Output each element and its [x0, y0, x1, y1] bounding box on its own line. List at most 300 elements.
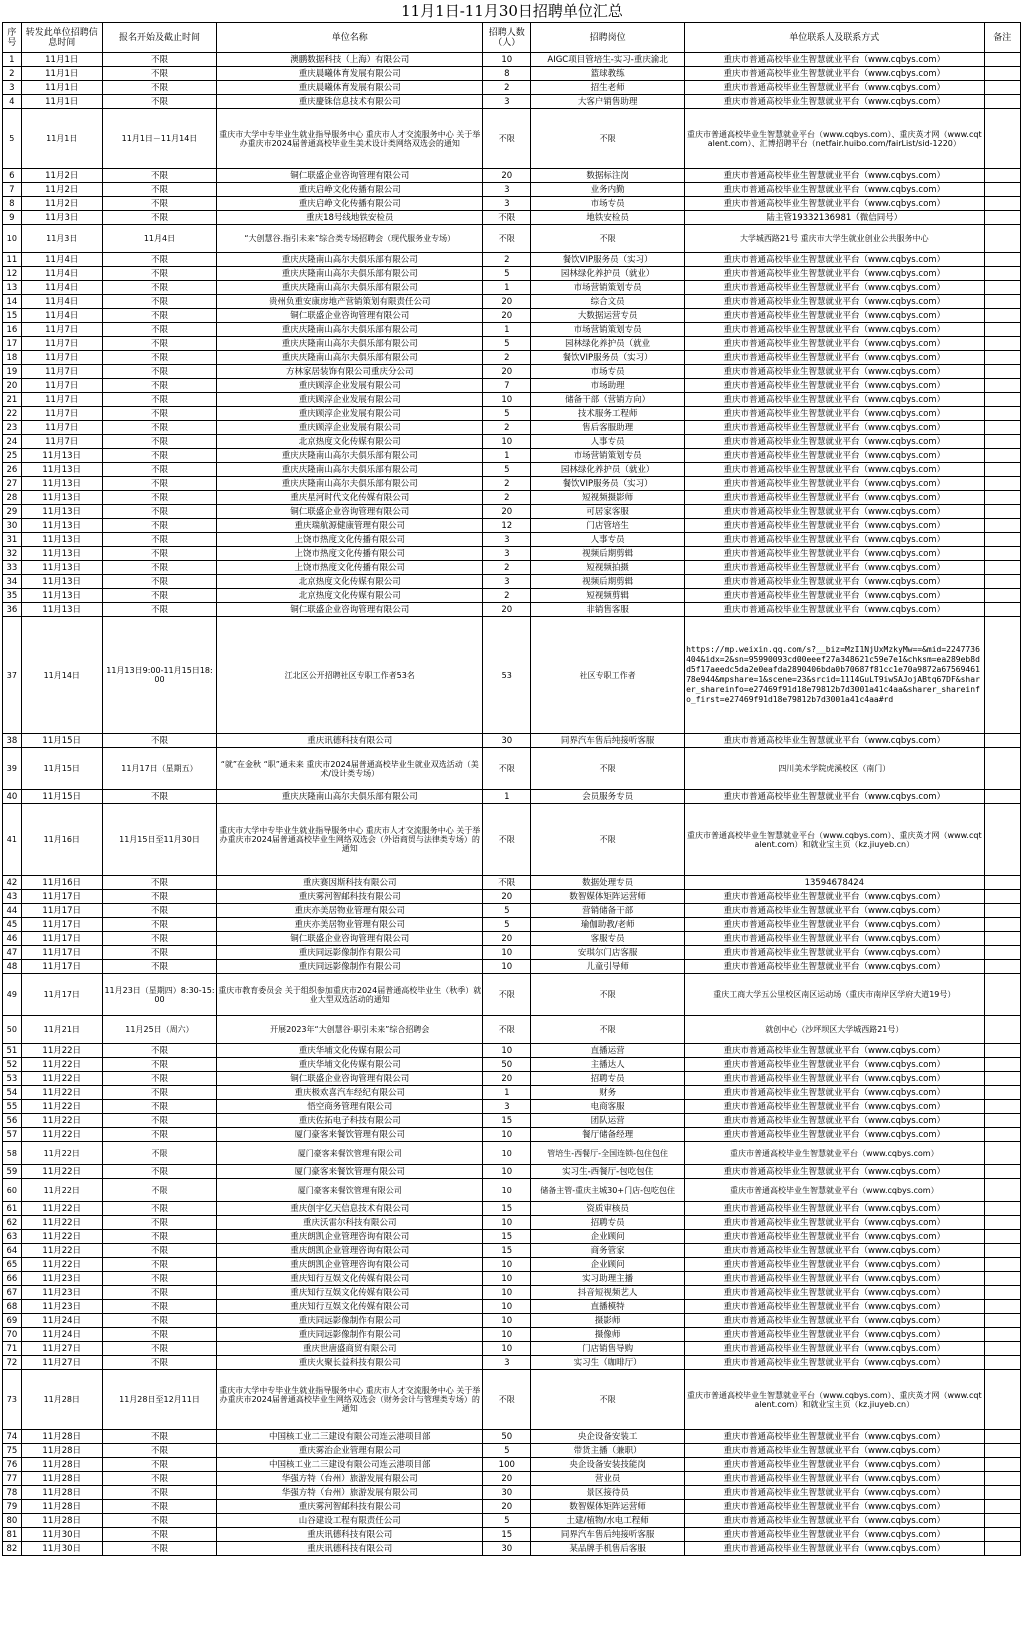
- row-number-cell: 48: [3, 960, 22, 974]
- table-row: [3, 463, 1021, 477]
- contact-cell: 重庆市普通高校毕业生智慧就业平台（www.cqbys.com）、重庆英才网（www.cqtalent.com）和就业宝主页（kz.jiuyeb.cn）: [685, 1370, 984, 1430]
- row-number-cell: 49: [3, 974, 22, 1016]
- post-date-cell: 11月30日: [21, 1528, 102, 1542]
- signup-period-cell: 11月28日至12月11日: [102, 1370, 216, 1430]
- table-row: [3, 1430, 1021, 1444]
- contact-cell: 重庆市普通高校毕业生智慧就业平台（www.cqbys.com）: [685, 519, 984, 533]
- position-cell: 门店销售导购: [531, 1342, 685, 1356]
- remarks-cell: [984, 281, 1020, 295]
- row-number-cell: 82: [3, 1542, 22, 1556]
- row-number-cell: 19: [3, 365, 22, 379]
- post-date-cell: 11月22日: [21, 1165, 102, 1179]
- post-date-cell: 11月7日: [21, 379, 102, 393]
- table-row: [3, 547, 1021, 561]
- post-date-cell: 11月13日: [21, 477, 102, 491]
- remarks-cell: [984, 575, 1020, 589]
- signup-period-cell: 11月4日: [102, 225, 216, 253]
- company-name-cell: 重庆雾治企业管理有限公司: [217, 1444, 483, 1458]
- table-row: [3, 790, 1021, 804]
- position-cell: 园林绿化养护员（就业: [531, 337, 685, 351]
- contact-cell: 重庆市普通高校毕业生智慧就业平台（www.cqbys.com）: [685, 603, 984, 617]
- signup-period-cell: 不限: [102, 1072, 216, 1086]
- headcount-cell: 10: [483, 946, 531, 960]
- contact-cell: 重庆市普通高校毕业生智慧就业平台（www.cqbys.com）: [685, 295, 984, 309]
- contact-cell: 重庆市普通高校毕业生智慧就业平台（www.cqbys.com）: [685, 1542, 984, 1556]
- contact-cell: 重庆工商大学五公里校区南区运动场（重庆市南岸区学府大道19号）: [685, 974, 984, 1016]
- position-cell: 餐厅储备经理: [531, 1128, 685, 1142]
- contact-cell: 重庆市普通高校毕业生智慧就业平台（www.cqbys.com）: [685, 1328, 984, 1342]
- signup-period-cell: 不限: [102, 337, 216, 351]
- table-row: [3, 169, 1021, 183]
- table-row: [3, 960, 1021, 974]
- row-number-cell: 27: [3, 477, 22, 491]
- headcount-cell: 30: [483, 1542, 531, 1556]
- remarks-cell: [984, 1444, 1020, 1458]
- contact-cell: 重庆市普通高校毕业生智慧就业平台（www.cqbys.com）: [685, 1202, 984, 1216]
- remarks-cell: [984, 946, 1020, 960]
- row-number-cell: 11: [3, 253, 22, 267]
- company-name-cell: 重庆火聚长益科技有限公司: [217, 1356, 483, 1370]
- post-date-cell: 11月2日: [21, 169, 102, 183]
- signup-period-cell: 不限: [102, 1528, 216, 1542]
- company-name-cell: 重庆知行互娱文化传媒有限公司: [217, 1300, 483, 1314]
- company-name-cell: 上饶市热度文化传播有限公司: [217, 533, 483, 547]
- signup-period-cell: 不限: [102, 1086, 216, 1100]
- contact-cell: 重庆市普通高校毕业生智慧就业平台（www.cqbys.com）: [685, 1244, 984, 1258]
- signup-period-cell: 不限: [102, 253, 216, 267]
- signup-period-cell: 不限: [102, 295, 216, 309]
- signup-period-cell: 不限: [102, 734, 216, 748]
- remarks-cell: [984, 804, 1020, 876]
- row-number-cell: 29: [3, 505, 22, 519]
- headcount-cell: 2: [483, 253, 531, 267]
- table-row: [3, 1142, 1021, 1165]
- remarks-cell: [984, 533, 1020, 547]
- signup-period-cell: 不限: [102, 365, 216, 379]
- position-cell: 园林绿化养护员（就业）: [531, 267, 685, 281]
- row-number-cell: 28: [3, 491, 22, 505]
- signup-period-cell: 不限: [102, 1342, 216, 1356]
- remarks-cell: [984, 337, 1020, 351]
- table-row: [3, 197, 1021, 211]
- contact-cell: 重庆市普通高校毕业生智慧就业平台（www.cqbys.com）: [685, 1286, 984, 1300]
- signup-period-cell: 不限: [102, 1486, 216, 1500]
- contact-cell: 重庆市普通高校毕业生智慧就业平台（www.cqbys.com）: [685, 1114, 984, 1128]
- row-number-cell: 26: [3, 463, 22, 477]
- post-date-cell: 11月28日: [21, 1472, 102, 1486]
- signup-period-cell: 不限: [102, 1286, 216, 1300]
- row-number-cell: 7: [3, 183, 22, 197]
- post-date-cell: 11月22日: [21, 1230, 102, 1244]
- headcount-cell: 2: [483, 477, 531, 491]
- row-number-cell: 25: [3, 449, 22, 463]
- row-number-cell: 8: [3, 197, 22, 211]
- position-cell: 客服专员: [531, 932, 685, 946]
- headcount-cell: 10: [483, 1216, 531, 1230]
- position-cell: 业务内勤: [531, 183, 685, 197]
- signup-period-cell: 不限: [102, 603, 216, 617]
- headcount-cell: 不限: [483, 109, 531, 169]
- contact-cell: 重庆市普通高校毕业生智慧就业平台（www.cqbys.com）: [685, 1342, 984, 1356]
- headcount-cell: 15: [483, 1230, 531, 1244]
- headcount-cell: 1: [483, 323, 531, 337]
- position-cell: 地铁安检员: [531, 211, 685, 225]
- position-cell: 摄像师: [531, 1328, 685, 1342]
- signup-period-cell: 11月15日至11月30日: [102, 804, 216, 876]
- table-row: [3, 1500, 1021, 1514]
- table-row: [3, 1202, 1021, 1216]
- position-cell: 同界汽车售后纯接听客服: [531, 1528, 685, 1542]
- remarks-cell: [984, 1430, 1020, 1444]
- position-cell: 财务: [531, 1086, 685, 1100]
- post-date-cell: 11月22日: [21, 1086, 102, 1100]
- post-date-cell: 11月13日: [21, 491, 102, 505]
- remarks-cell: [984, 365, 1020, 379]
- contact-cell: 重庆市普通高校毕业生智慧就业平台（www.cqbys.com）: [685, 379, 984, 393]
- contact-cell: 重庆市普通高校毕业生智慧就业平台（www.cqbys.com）: [685, 281, 984, 295]
- contact-cell: 重庆市普通高校毕业生智慧就业平台（www.cqbys.com）: [685, 351, 984, 365]
- headcount-cell: 不限: [483, 211, 531, 225]
- contact-cell: 重庆市普通高校毕业生智慧就业平台（www.cqbys.com）: [685, 946, 984, 960]
- company-name-cell: 重庆市教育委员会 关于组织参加重庆市2024届普通高校毕业生（秋季）就业大型双选活动的通知: [217, 974, 483, 1016]
- remarks-cell: [984, 890, 1020, 904]
- header-cell: 备注: [984, 23, 1020, 53]
- remarks-cell: [984, 183, 1020, 197]
- contact-cell: 重庆市普通高校毕业生智慧就业平台（www.cqbys.com）: [685, 1486, 984, 1500]
- position-cell: 不限: [531, 748, 685, 790]
- headcount-cell: 100: [483, 1458, 531, 1472]
- signup-period-cell: 不限: [102, 81, 216, 95]
- table-row: [3, 1114, 1021, 1128]
- row-number-cell: 16: [3, 323, 22, 337]
- signup-period-cell: 不限: [102, 211, 216, 225]
- signup-period-cell: 不限: [102, 1230, 216, 1244]
- signup-period-cell: 不限: [102, 946, 216, 960]
- position-cell: 视频后期剪辑: [531, 575, 685, 589]
- remarks-cell: [984, 561, 1020, 575]
- table-row: [3, 603, 1021, 617]
- company-name-cell: 铜仁联盛企业咨询管理有限公司: [217, 169, 483, 183]
- row-number-cell: 39: [3, 748, 22, 790]
- headcount-cell: 不限: [483, 748, 531, 790]
- remarks-cell: [984, 449, 1020, 463]
- post-date-cell: 11月7日: [21, 435, 102, 449]
- row-number-cell: 42: [3, 876, 22, 890]
- remarks-cell: [984, 309, 1020, 323]
- headcount-cell: 10: [483, 1300, 531, 1314]
- position-cell: 非销售客服: [531, 603, 685, 617]
- contact-cell: 重庆市普通高校毕业生智慧就业平台（www.cqbys.com）: [685, 407, 984, 421]
- position-cell: 数智媒体矩阵运营师: [531, 1500, 685, 1514]
- post-date-cell: 11月22日: [21, 1072, 102, 1086]
- row-number-cell: 5: [3, 109, 22, 169]
- remarks-cell: [984, 547, 1020, 561]
- table-row: [3, 1514, 1021, 1528]
- signup-period-cell: 不限: [102, 1044, 216, 1058]
- table-row: [3, 1016, 1021, 1044]
- company-name-cell: 华强方特（台州）旅游发展有限公司: [217, 1486, 483, 1500]
- contact-cell: 重庆市普通高校毕业生智慧就业平台（www.cqbys.com）: [685, 393, 984, 407]
- row-number-cell: 12: [3, 267, 22, 281]
- remarks-cell: [984, 904, 1020, 918]
- company-name-cell: 重庆顾淳企业发展有限公司: [217, 393, 483, 407]
- contact-cell: 重庆市普通高校毕业生智慧就业平台（www.cqbys.com）: [685, 1500, 984, 1514]
- position-cell: AIGC项目管培生-实习-重庆渝北: [531, 53, 685, 67]
- table-row: [3, 1286, 1021, 1300]
- contact-cell: 重庆市普通高校毕业生智慧就业平台（www.cqbys.com）: [685, 1444, 984, 1458]
- contact-cell: 重庆市普通高校毕业生智慧就业平台（www.cqbys.com）: [685, 932, 984, 946]
- contact-cell: 重庆市普通高校毕业生智慧就业平台（www.cqbys.com）: [685, 337, 984, 351]
- company-name-cell: 上饶市热度文化传播有限公司: [217, 561, 483, 575]
- signup-period-cell: 11月25日（周六）: [102, 1016, 216, 1044]
- signup-period-cell: 11月17日（星期五）: [102, 748, 216, 790]
- post-date-cell: 11月13日: [21, 561, 102, 575]
- post-date-cell: 11月13日: [21, 505, 102, 519]
- post-date-cell: 11月22日: [21, 1100, 102, 1114]
- post-date-cell: 11月2日: [21, 197, 102, 211]
- row-number-cell: 23: [3, 421, 22, 435]
- company-name-cell: 重庆极欢喜汽车经纪有限公司: [217, 1086, 483, 1100]
- headcount-cell: 1: [483, 1086, 531, 1100]
- remarks-cell: [984, 1244, 1020, 1258]
- headcount-cell: 50: [483, 1430, 531, 1444]
- row-number-cell: 17: [3, 337, 22, 351]
- post-date-cell: 11月4日: [21, 281, 102, 295]
- contact-cell: 重庆市普通高校毕业生智慧就业平台（www.cqbys.com）: [685, 81, 984, 95]
- signup-period-cell: 不限: [102, 1142, 216, 1165]
- signup-period-cell: 不限: [102, 53, 216, 67]
- table-row: [3, 281, 1021, 295]
- post-date-cell: 11月16日: [21, 804, 102, 876]
- header-cell: 报名开始及截止时间: [102, 23, 216, 53]
- post-date-cell: 11月3日: [21, 225, 102, 253]
- post-date-cell: 11月24日: [21, 1314, 102, 1328]
- remarks-cell: [984, 603, 1020, 617]
- company-name-cell: 重庆亦美居物业管理有限公司: [217, 904, 483, 918]
- company-name-cell: 重庆庆隆南山高尔夫俱乐部有限公司: [217, 337, 483, 351]
- headcount-cell: 20: [483, 603, 531, 617]
- post-date-cell: 11月22日: [21, 1216, 102, 1230]
- table-row: [3, 876, 1021, 890]
- contact-cell: 重庆市普通高校毕业生智慧就业平台（www.cqbys.com）: [685, 533, 984, 547]
- row-number-cell: 77: [3, 1472, 22, 1486]
- row-number-cell: 38: [3, 734, 22, 748]
- contact-cell: 重庆市普通高校毕业生智慧就业平台（www.cqbys.com）: [685, 1458, 984, 1472]
- company-name-cell: 铜仁联盛企业咨询管理有限公司: [217, 1072, 483, 1086]
- header-cell: 序号: [3, 23, 22, 53]
- table-row: [3, 407, 1021, 421]
- company-name-cell: 山谷建设工程有限责任公司: [217, 1514, 483, 1528]
- post-date-cell: 11月23日: [21, 1300, 102, 1314]
- contact-cell: 重庆市普通高校毕业生智慧就业平台（www.cqbys.com）: [685, 323, 984, 337]
- headcount-cell: 5: [483, 1444, 531, 1458]
- post-date-cell: 11月7日: [21, 351, 102, 365]
- post-date-cell: 11月24日: [21, 1328, 102, 1342]
- header-cell: 招聘岗位: [531, 23, 685, 53]
- signup-period-cell: 不限: [102, 575, 216, 589]
- headcount-cell: 5: [483, 407, 531, 421]
- company-name-cell: 重庆18号线地铁安检员: [217, 211, 483, 225]
- table-row: [3, 1179, 1021, 1202]
- table-row: [3, 1314, 1021, 1328]
- remarks-cell: [984, 1328, 1020, 1342]
- post-date-cell: 11月13日: [21, 589, 102, 603]
- company-name-cell: 重庆庆隆南山高尔夫俱乐部有限公司: [217, 281, 483, 295]
- position-cell: 不限: [531, 109, 685, 169]
- post-date-cell: 11月17日: [21, 960, 102, 974]
- company-name-cell: 重庆庆隆南山高尔夫俱乐部有限公司: [217, 463, 483, 477]
- company-name-cell: 重庆庆隆南山高尔夫俱乐部有限公司: [217, 267, 483, 281]
- post-date-cell: 11月4日: [21, 267, 102, 281]
- position-cell: 资质审核员: [531, 1202, 685, 1216]
- headcount-cell: 10: [483, 1044, 531, 1058]
- headcount-cell: 2: [483, 561, 531, 575]
- contact-cell: 重庆市普通高校毕业生智慧就业平台（www.cqbys.com）: [685, 95, 984, 109]
- contact-cell: 重庆市普通高校毕业生智慧就业平台（www.cqbys.com）: [685, 1058, 984, 1072]
- headcount-cell: 3: [483, 533, 531, 547]
- signup-period-cell: 11月13日9:00-11月15日18:00: [102, 617, 216, 734]
- contact-cell: 重庆市普通高校毕业生智慧就业平台（www.cqbys.com）: [685, 1044, 984, 1058]
- position-cell: 数智媒体矩阵运营师: [531, 890, 685, 904]
- remarks-cell: [984, 1300, 1020, 1314]
- headcount-cell: 不限: [483, 974, 531, 1016]
- remarks-cell: [984, 1016, 1020, 1044]
- post-date-cell: 11月22日: [21, 1128, 102, 1142]
- headcount-cell: 10: [483, 393, 531, 407]
- signup-period-cell: 不限: [102, 351, 216, 365]
- headcount-cell: 5: [483, 1514, 531, 1528]
- row-number-cell: 73: [3, 1370, 22, 1430]
- row-number-cell: 55: [3, 1100, 22, 1114]
- contact-cell: 重庆市普通高校毕业生智慧就业平台（www.cqbys.com）: [685, 435, 984, 449]
- contact-cell: 重庆市普通高校毕业生智慧就业平台（www.cqbys.com）: [685, 589, 984, 603]
- table-row: [3, 519, 1021, 533]
- table-row: [3, 1216, 1021, 1230]
- company-name-cell: 重庆亦美居物业管理有限公司: [217, 918, 483, 932]
- contact-cell: 重庆市普通高校毕业生智慧就业平台（www.cqbys.com）: [685, 561, 984, 575]
- position-cell: 不限: [531, 804, 685, 876]
- company-name-cell: 贵州负重安康房地产营销策划有限责任公司: [217, 295, 483, 309]
- post-date-cell: 11月28日: [21, 1430, 102, 1444]
- position-cell: 会员服务专员: [531, 790, 685, 804]
- position-cell: 景区接待员: [531, 1486, 685, 1500]
- post-date-cell: 11月7日: [21, 365, 102, 379]
- company-name-cell: 重庆华埔文化传媒有限公司: [217, 1044, 483, 1058]
- company-name-cell: 厦门豪客来餐饮管理有限公司: [217, 1165, 483, 1179]
- company-name-cell: 重庆晨曦体育发展有限公司: [217, 67, 483, 81]
- remarks-cell: [984, 1528, 1020, 1542]
- remarks-cell: [984, 748, 1020, 790]
- remarks-cell: [984, 169, 1020, 183]
- post-date-cell: 11月1日: [21, 95, 102, 109]
- table-row: [3, 1230, 1021, 1244]
- position-cell: 主播达人: [531, 1058, 685, 1072]
- company-name-cell: 重庆市大学中专毕业生就业指导服务中心 重庆市人才交流服务中心 关于举办重庆市2024届普通高校毕业生美术设计类网络双选会的通知: [217, 109, 483, 169]
- headcount-cell: 10: [483, 1342, 531, 1356]
- post-date-cell: 11月15日: [21, 734, 102, 748]
- contact-cell: 重庆市普通高校毕业生智慧就业平台（www.cqbys.com）: [685, 183, 984, 197]
- table-row: [3, 295, 1021, 309]
- table-row: [3, 435, 1021, 449]
- header-cell: 单位名称: [217, 23, 483, 53]
- remarks-cell: [984, 379, 1020, 393]
- signup-period-cell: 不限: [102, 904, 216, 918]
- table-row: [3, 109, 1021, 169]
- signup-period-cell: 不限: [102, 1244, 216, 1258]
- headcount-cell: 10: [483, 1314, 531, 1328]
- signup-period-cell: 不限: [102, 421, 216, 435]
- position-cell: 实习生-西餐厅-包吃包住: [531, 1165, 685, 1179]
- row-number-cell: 61: [3, 1202, 22, 1216]
- position-cell: 营业员: [531, 1472, 685, 1486]
- post-date-cell: 11月13日: [21, 603, 102, 617]
- contact-cell: 重庆市普通高校毕业生智慧就业平台（www.cqbys.com）: [685, 53, 984, 67]
- post-date-cell: 11月4日: [21, 309, 102, 323]
- row-number-cell: 60: [3, 1179, 22, 1202]
- row-number-cell: 47: [3, 946, 22, 960]
- post-date-cell: 11月3日: [21, 211, 102, 225]
- headcount-cell: 3: [483, 95, 531, 109]
- post-date-cell: 11月7日: [21, 421, 102, 435]
- headcount-cell: 3: [483, 1356, 531, 1370]
- position-cell: 人事专员: [531, 435, 685, 449]
- table-row: [3, 974, 1021, 1016]
- company-name-cell: 重庆雾河智邮科技有限公司: [217, 1500, 483, 1514]
- row-number-cell: 59: [3, 1165, 22, 1179]
- headcount-cell: 5: [483, 267, 531, 281]
- remarks-cell: [984, 225, 1020, 253]
- contact-cell: 重庆市普通高校毕业生智慧就业平台（www.cqbys.com）: [685, 197, 984, 211]
- table-row: [3, 491, 1021, 505]
- position-cell: 实习助理主播: [531, 1272, 685, 1286]
- contact-cell: 重庆市普通高校毕业生智慧就业平台（www.cqbys.com）: [685, 547, 984, 561]
- table-row: [3, 1086, 1021, 1100]
- table-row: [3, 904, 1021, 918]
- contact-cell: 重庆市普通高校毕业生智慧就业平台（www.cqbys.com）: [685, 904, 984, 918]
- row-number-cell: 46: [3, 932, 22, 946]
- row-number-cell: 2: [3, 67, 22, 81]
- contact-cell: 重庆市普通高校毕业生智慧就业平台（www.cqbys.com）: [685, 1179, 984, 1202]
- position-cell: 带货主播（兼职）: [531, 1444, 685, 1458]
- position-cell: 短视频摄影师: [531, 491, 685, 505]
- row-number-cell: 24: [3, 435, 22, 449]
- post-date-cell: 11月13日: [21, 449, 102, 463]
- headcount-cell: 7: [483, 379, 531, 393]
- company-name-cell: 北京热度文化传媒有限公司: [217, 435, 483, 449]
- company-name-cell: 重庆庆隆南山高尔夫俱乐部有限公司: [217, 323, 483, 337]
- position-cell: 直播运营: [531, 1044, 685, 1058]
- remarks-cell: [984, 1142, 1020, 1165]
- company-name-cell: 重庆知行互娱文化传媒有限公司: [217, 1286, 483, 1300]
- table-row: [3, 561, 1021, 575]
- remarks-cell: [984, 1100, 1020, 1114]
- contact-cell: 重庆市普通高校毕业生智慧就业平台（www.cqbys.com）: [685, 1272, 984, 1286]
- contact-cell: 重庆市普通高校毕业生智慧就业平台（www.cqbys.com）: [685, 505, 984, 519]
- row-number-cell: 58: [3, 1142, 22, 1165]
- contact-cell: 重庆市普通高校毕业生智慧就业平台（www.cqbys.com）: [685, 1072, 984, 1086]
- post-date-cell: 11月22日: [21, 1058, 102, 1072]
- headcount-cell: 10: [483, 1179, 531, 1202]
- remarks-cell: [984, 1165, 1020, 1179]
- row-number-cell: 51: [3, 1044, 22, 1058]
- company-name-cell: 重庆创宇亿天信息技术有限公司: [217, 1202, 483, 1216]
- post-date-cell: 11月17日: [21, 918, 102, 932]
- row-number-cell: 68: [3, 1300, 22, 1314]
- headcount-cell: 1: [483, 790, 531, 804]
- company-name-cell: 重庆同远影像制作有限公司: [217, 1328, 483, 1342]
- row-number-cell: 53: [3, 1072, 22, 1086]
- position-cell: 招聘专员: [531, 1216, 685, 1230]
